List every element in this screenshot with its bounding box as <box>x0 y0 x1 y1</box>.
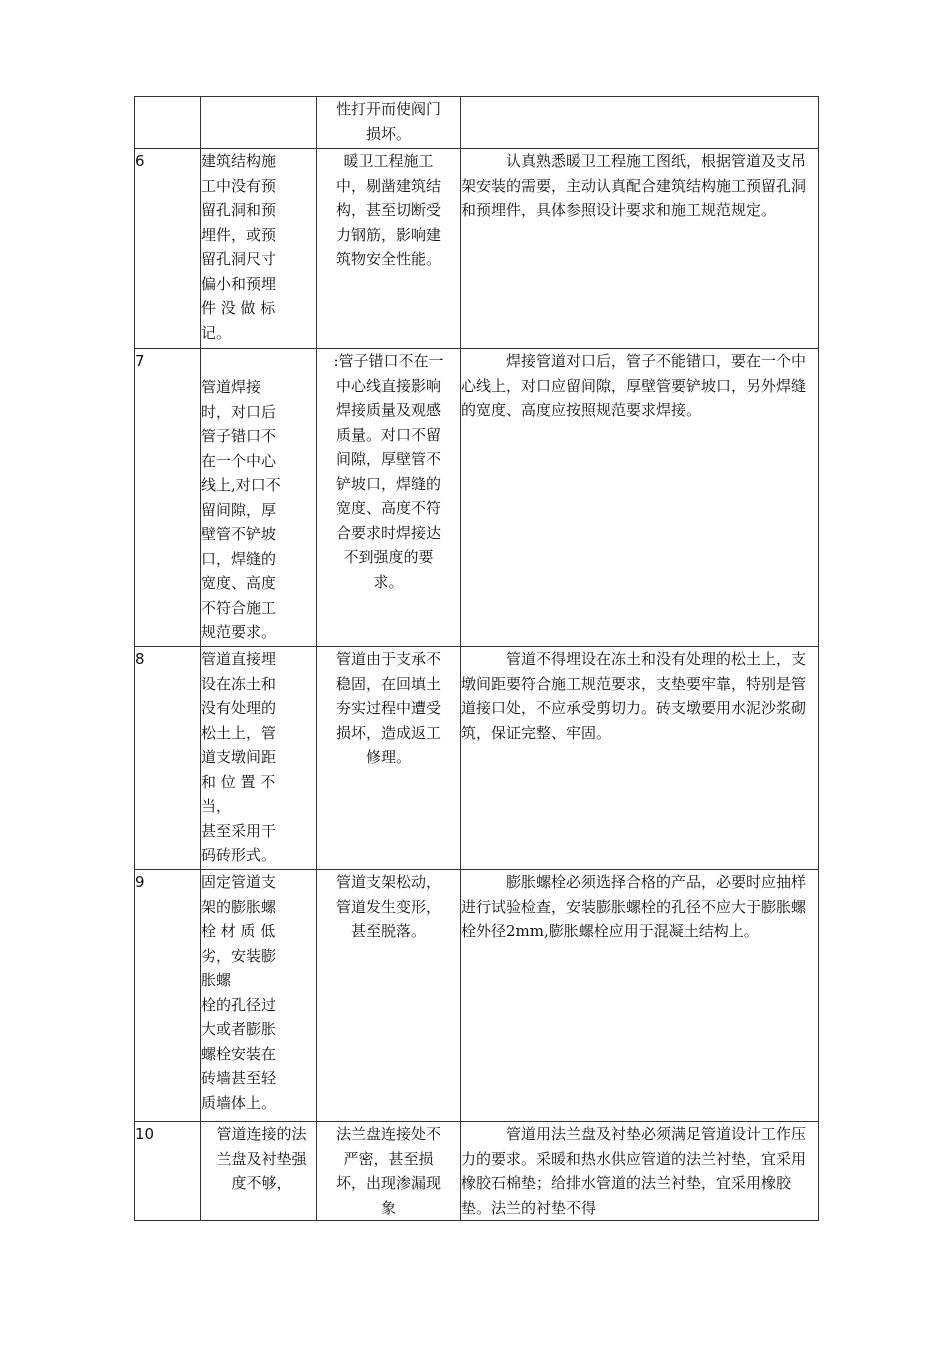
cause-line: 建筑结构施 <box>201 152 277 170</box>
effect-line: 不到强度的要 <box>343 548 434 566</box>
effect-line: 宽度、高度不符 <box>335 499 441 517</box>
prevention-measure-cell <box>461 349 819 647</box>
prevention-measure-text: 认真熟悉暖卫工程施工图纸，根据管道及支吊架安装的需要，主动认真配合建筑结构施工预留孔洞和预埋件，具体参照设计要求和施工规范规定。 <box>461 152 807 219</box>
cause-cell <box>201 1122 317 1221</box>
cause-line: 兰盘及衬垫强 <box>216 1149 307 1168</box>
effect-line: 间隙，厚壁管不 <box>335 450 441 468</box>
cause-line: 口，焊缝的 <box>201 549 277 568</box>
row-number-cell: 6 <box>135 149 201 349</box>
table-row <box>135 349 819 647</box>
prevention-measure-cell <box>461 1122 819 1221</box>
effect-line: 严密，甚至损 <box>343 1149 434 1168</box>
effect-line: 铲坡口，焊缝的 <box>335 474 441 493</box>
effect-cell <box>317 97 461 149</box>
effect-line: 修理。 <box>365 748 411 766</box>
effect-line: 质量。对口不留 <box>335 425 441 444</box>
cause-line: 宽度、高度 <box>201 574 277 592</box>
effect-line: 筑物安全性能。 <box>335 250 441 268</box>
cause-line: 栓的孔径过 <box>201 995 277 1014</box>
cause-line: 和 位 置 不 <box>201 772 276 791</box>
table-row <box>135 97 819 149</box>
cause-line: 埋件，或预 <box>201 225 277 244</box>
cause-line: 件 没 做 标 <box>201 299 276 317</box>
cause-line: 架的膨胀螺 <box>201 897 277 916</box>
cause-line: 规范要求。 <box>201 623 277 641</box>
effect-line: 求。 <box>373 572 404 591</box>
cause-line: 留孔洞尺寸 <box>201 250 277 268</box>
prevention-measure-text: 膨胀螺栓必须选择合格的产品，必要时应抽样进行试验检查，安装膨胀螺栓的孔径不应大于膨胀螺栓外径2mm,膨胀螺栓应用于混凝土结构上。 <box>461 873 807 940</box>
cause-line: 螺栓安装在 <box>201 1044 277 1063</box>
effect-line: 管道支架松动， <box>335 873 441 891</box>
cause-line: 大或者膨胀 <box>201 1020 277 1038</box>
effect-line: 中心线直接影响 <box>335 376 441 395</box>
table-row <box>135 647 819 870</box>
prevention-measure-cell <box>461 97 819 149</box>
effect-line: 管道发生变形， <box>335 897 441 916</box>
prevention-measure-cell <box>461 149 819 349</box>
row-number-cell <box>135 97 201 149</box>
effect-line: 坏，出现渗漏现 <box>335 1174 441 1192</box>
effect-cell <box>317 349 461 647</box>
cause-line: 码砖形式。 <box>201 846 277 864</box>
cause-line: 度不够， <box>231 1174 292 1192</box>
cause-line: 道支墩间距 <box>201 748 277 766</box>
cause-cell <box>201 149 317 349</box>
prevention-measure-cell <box>461 647 819 870</box>
effect-line: :管子错口不在一 <box>333 352 444 370</box>
effect-line: 甚至脱落。 <box>350 922 426 940</box>
prevention-measure-text: 管道用法兰盘及衬垫必须满足管道设计工作压力的要求。采暖和热水供应管道的法兰衬垫，宜采用橡胶石棉垫；给排水管道的法兰衬垫，宜采用橡胶垫。法兰的衬垫不得 <box>461 1125 807 1217</box>
table-body <box>135 97 819 1221</box>
effect-cell <box>317 647 461 870</box>
effect-line: 焊接质量及观感 <box>335 401 441 419</box>
effect-line: 构，甚至切断受 <box>335 201 441 219</box>
effect-line: 法兰盘连接处不 <box>335 1125 441 1143</box>
cause-line: 劣，安装膨 <box>201 946 277 965</box>
cause-line: 壁管不铲坡 <box>201 525 277 543</box>
cause-line: 甚至采用干 <box>201 821 277 840</box>
effect-line: 性打开而使阀门 <box>335 100 441 118</box>
cause-cell <box>201 349 317 647</box>
cause-line: 不符合施工 <box>201 598 277 617</box>
effect-line: 合要求时焊接达 <box>335 523 441 542</box>
table-row <box>135 870 819 1122</box>
cause-line: 砖墙甚至轻 <box>201 1069 277 1087</box>
table-row <box>135 1122 819 1221</box>
row-number-cell: 10 <box>135 1122 201 1221</box>
cause-line: 管道焊接 <box>201 378 262 396</box>
cause-line: 记。 <box>201 323 232 342</box>
row-number-cell: 8 <box>135 647 201 870</box>
cause-line: 没有处理的 <box>201 699 277 717</box>
cause-line: 质墙体上。 <box>201 1093 277 1112</box>
effect-cell <box>317 1122 461 1221</box>
table-row <box>135 149 819 349</box>
effect-line: 夯实过程中遭受 <box>335 699 441 717</box>
prevention-measure-text: 焊接管道对口后，管子不能错口，要在一个中心线上，对口应留间隙，厚壁管要铲坡口，另外焊缝的宽度、高度应按照规范要求焊接。 <box>461 352 807 419</box>
effect-line: 管道由于支承不 <box>335 650 441 668</box>
effect-line: 稳固，在回填土 <box>335 674 441 693</box>
cause-cell <box>201 870 317 1122</box>
cause-line: 留间隙，厚 <box>201 500 277 519</box>
cause-line: 在一个中心 <box>201 451 277 470</box>
cause-line: 松土上，管 <box>201 723 277 742</box>
cause-line: 线上,对口不 <box>201 476 281 494</box>
effect-cell <box>317 149 461 349</box>
row-number-cell: 7 <box>135 349 201 647</box>
cause-line: 胀螺 <box>201 971 232 989</box>
cause-line: 设在冻土和 <box>201 674 277 693</box>
prevention-measure-text: 管道不得埋设在冻土和没有处理的松土上，支墩间距要符合施工规范要求，支垫要牢靠，特别是管道接口处，不应承受剪切力。砖支墩要用水泥沙浆砌筑，保证完整、牢固。 <box>461 650 807 742</box>
cause-line: 工中没有预 <box>201 176 277 195</box>
quality-issues-table <box>134 96 819 1221</box>
cause-line: 管子错口不 <box>201 427 277 445</box>
row-number-cell: 9 <box>135 870 201 1122</box>
cause-line: 偏小和预埋 <box>201 274 277 293</box>
cause-line: 管道直接埋 <box>201 650 277 668</box>
cause-line: 时，对口后 <box>201 402 277 421</box>
effect-line: 损坏。 <box>365 124 411 143</box>
effect-line: 损坏，造成返工 <box>335 723 441 742</box>
cause-line: 固定管道支 <box>201 873 277 891</box>
cause-line: 当， <box>201 797 232 815</box>
cause-cell <box>201 97 317 149</box>
effect-line: 力钢筋，影响建 <box>335 225 441 244</box>
prevention-measure-cell <box>461 870 819 1122</box>
effect-cell <box>317 870 461 1122</box>
effect-line: 象 <box>380 1198 396 1217</box>
effect-line: 暖卫工程施工 <box>343 152 434 170</box>
cause-line: 管道连接的法 <box>216 1125 307 1143</box>
cause-line: 栓 材 质 低 <box>201 922 276 940</box>
cause-cell <box>201 647 317 870</box>
effect-line: 中，剔凿建筑结 <box>335 176 441 195</box>
cause-line: 留孔洞和预 <box>201 201 277 219</box>
